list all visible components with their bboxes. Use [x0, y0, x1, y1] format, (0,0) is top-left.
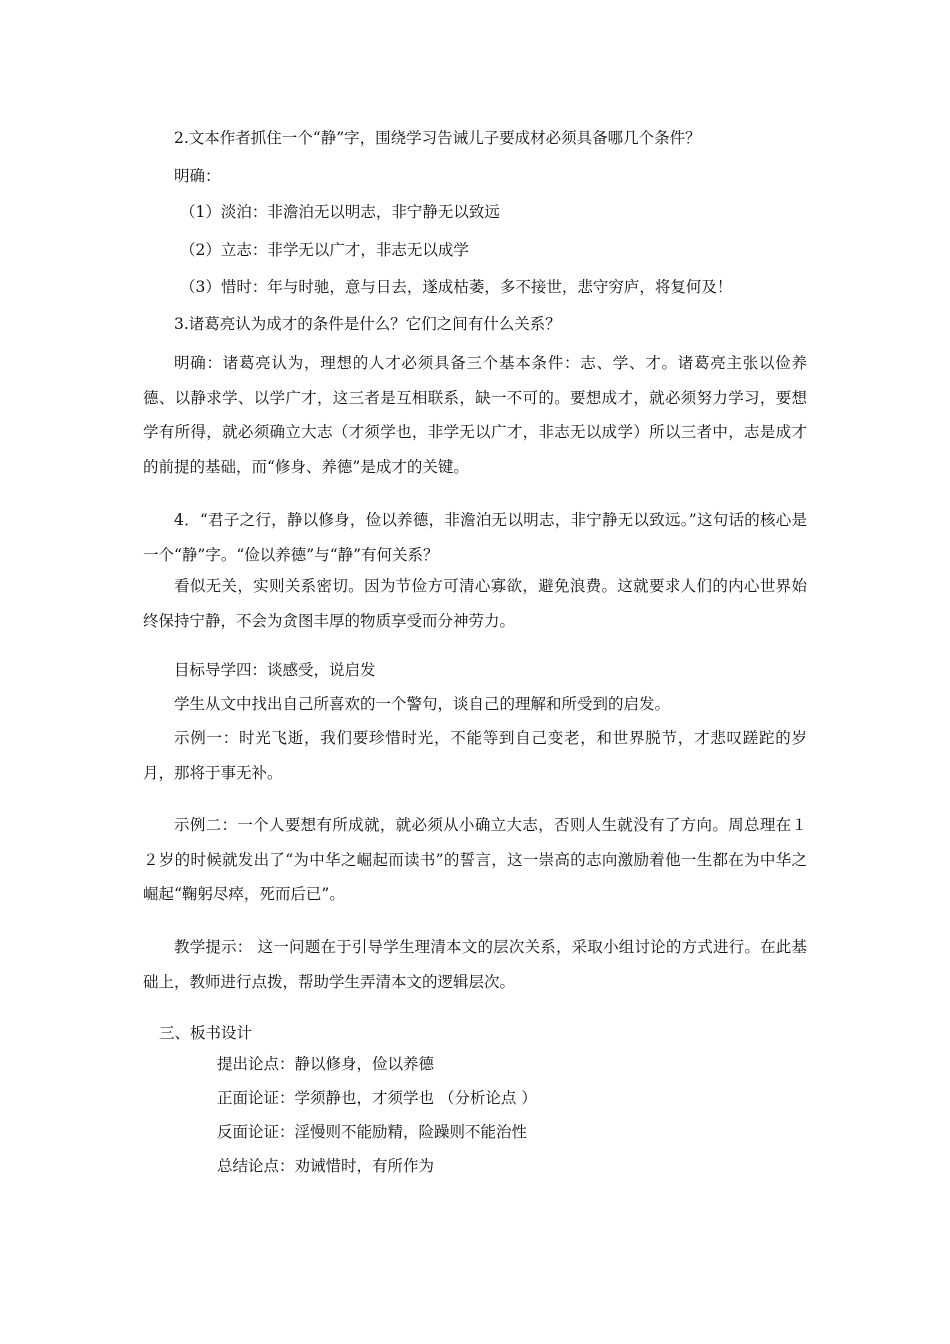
list-item: （1）淡泊：非澹泊无以明志，非宁静无以致远 — [180, 203, 500, 221]
question-3: 3.诸葛亮认为成才的条件是什么？它们之间有什么关系？ — [174, 315, 561, 333]
board-line: 总结论点：劝诫惜时，有所作为 — [217, 1157, 435, 1175]
list-item: （2）立志：非学无以广才，非志无以成学 — [180, 241, 469, 259]
question-4: 4．“君子之行，静以修身，俭以养德，非澹泊无以明志，非宁静无以致远。”这句话的核心是一个“静”字。“俭以养德”与“静”有何关系？ — [143, 511, 807, 564]
board-line: 正面论证：学须静也，才须学也 （分析论点 ） — [217, 1089, 537, 1107]
answer-paragraph: 明确：诸葛亮认为，理想的人才必须具备三个基本条件：志、学、才。诸葛亮主张以俭养德、以静求学、以学广才，这三者是互相联系，缺一不可的。要想成才，就必须努力学习，要想学有所得，就必须确立大志（才须学也，非学无以广才，非志无以成学）所以三者中，志是成才的前提的基础，而“修身、养德”是成才的关键。 — [143, 354, 807, 476]
answer-label: 明确： — [174, 167, 221, 185]
instruction-text: 学生从文中找出自己所喜欢的一个警句，谈自己的理解和所受到的启发。 — [174, 695, 671, 713]
section-title: 目标导学四：谈感受，说启发 — [174, 661, 376, 679]
question-2: 2.文本作者抓住一个“静”字，围绕学习告诫儿子要成材必须具备哪几个条件？ — [174, 129, 701, 147]
example-paragraph: 示例二：一个人要想有所成就，就必须从小确立大志，否则人生就没有了方向。周总理在１２岁的时候就发出了“为中华之崛起而读书”的誓言，这一崇高的志向激励着他一生都在为中华之崛起“鞠躬尽瘁，死而后已”。 — [143, 816, 807, 903]
teaching-tip: 教学提示： 这一问题在于引导学生理清本文的层次关系，采取小组讨论的方式进行。在此基础上，教师进行点拨，帮助学生弄清本文的逻辑层次。 — [143, 938, 807, 991]
list-item: （3）惜时：年与时驰，意与日去，遂成枯萎，多不接世，悲守穷庐，将复何及！ — [180, 278, 733, 296]
board-line: 提出论点：静以修身，俭以养德 — [217, 1055, 435, 1073]
example-paragraph: 示例一：时光飞逝，我们要珍惜时光，不能等到自己变老，和世界脱节，才悲叹蹉跎的岁月，那将于事无补。 — [143, 729, 807, 782]
answer-paragraph: 看似无关，实则关系密切。因为节俭方可清心寡欲，避免浪费。这就要求人们的内心世界始终保持宁静，不会为贪图丰厚的物质享受而分神劳力。 — [143, 577, 807, 630]
section-heading: 三、板书设计 — [159, 1024, 253, 1042]
board-line: 反面论证：淫慢则不能励精，险躁则不能治性 — [217, 1123, 528, 1141]
